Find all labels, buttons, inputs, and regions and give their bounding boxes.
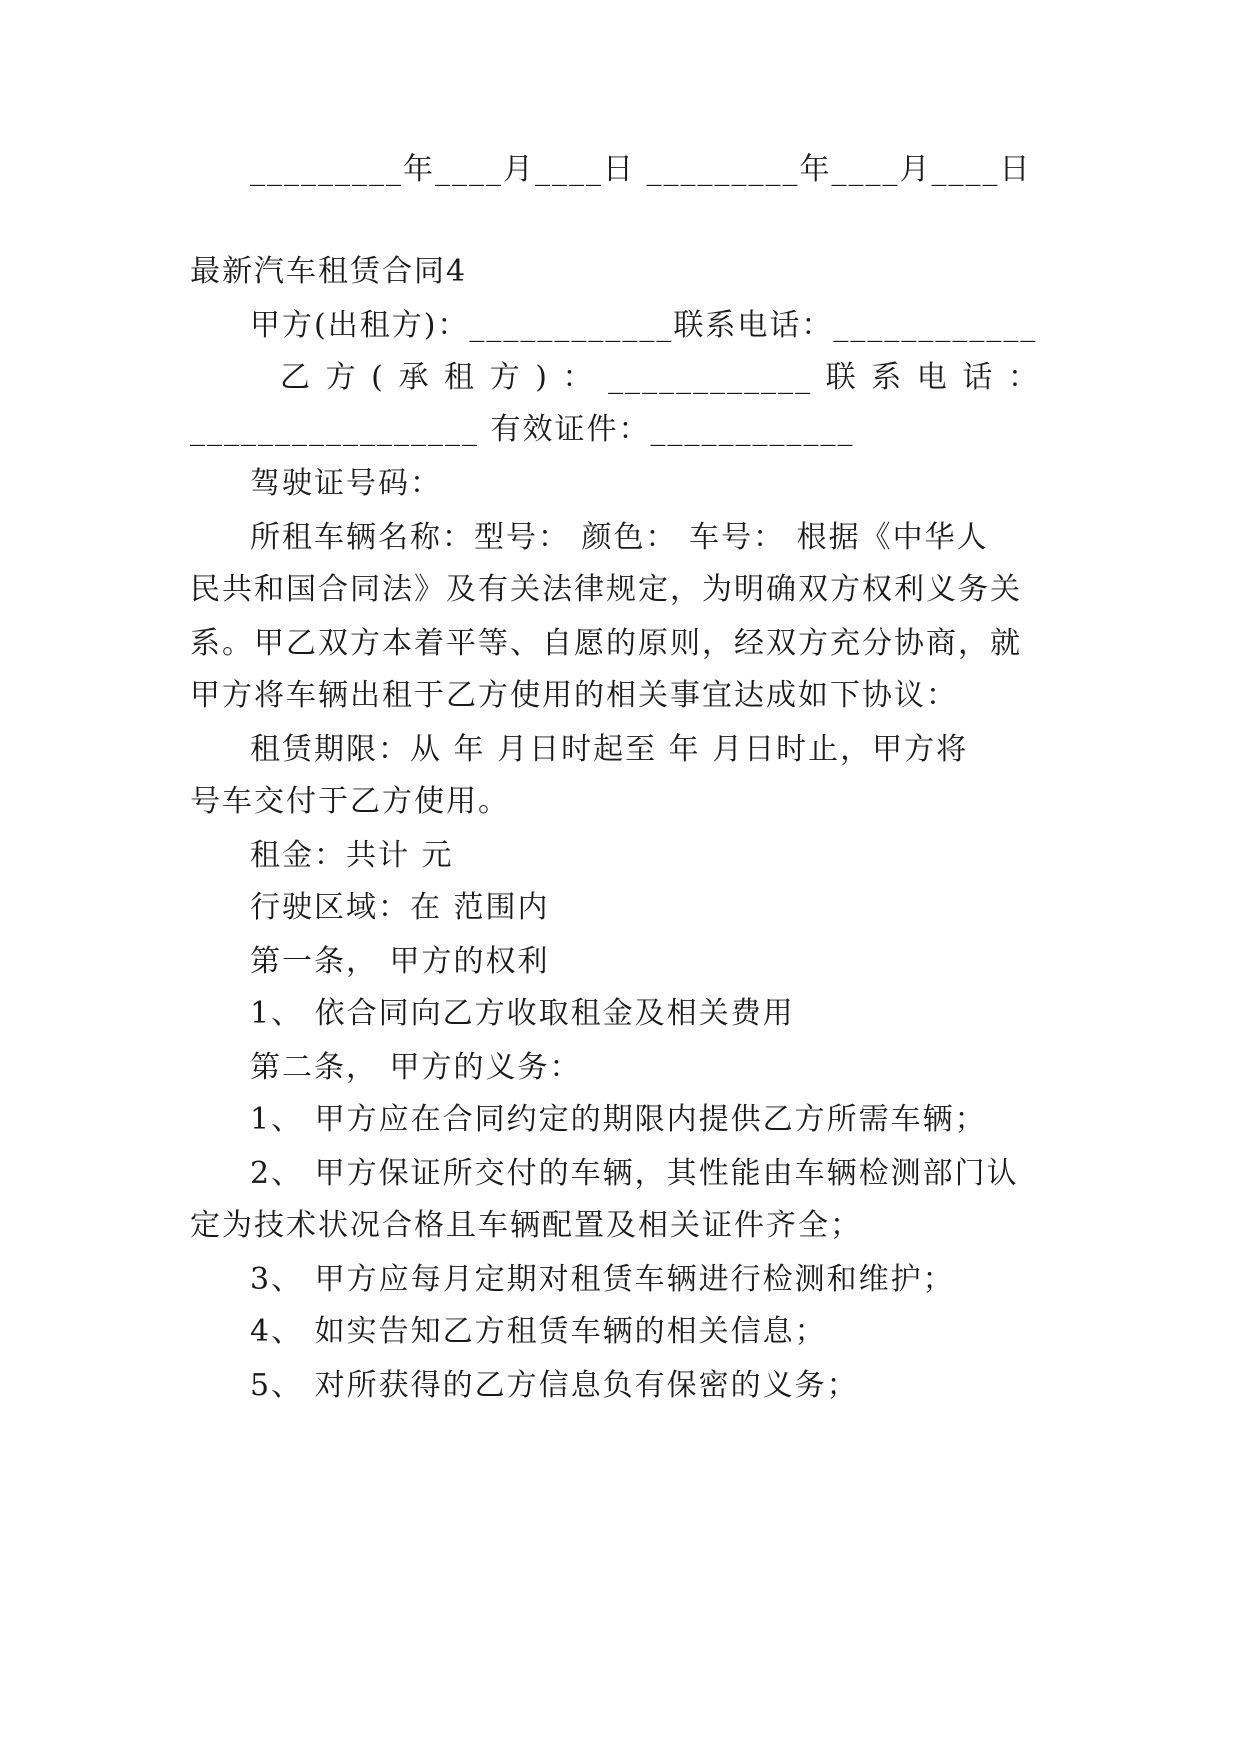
party-b-char: 租	[444, 360, 477, 395]
article-2-title: 第二条， 甲方的义务：	[250, 1050, 582, 1085]
party-b-char: ____________	[608, 360, 813, 395]
party-b-continued: _________________ 有效证件：____________	[190, 412, 855, 447]
party-b-char: 电	[916, 360, 949, 395]
intro-paragraph-line: 甲方将车辆出租于乙方使用的相关事宜达成如下协议：	[190, 678, 958, 713]
party-b-char: (	[371, 360, 385, 395]
party-b-char: 方	[325, 360, 358, 395]
party-b-char: ：	[1007, 360, 1040, 395]
party-b-char: 话	[962, 360, 995, 395]
term-line: 号车交付于乙方使用。	[190, 784, 510, 819]
party-b-char: 联	[825, 360, 858, 395]
intro-paragraph-line: 民共和国合同法》及有关法律规定，为明确双方权利义务关	[190, 572, 1022, 607]
article-2-item: 2、 甲方保证所交付的车辆，其性能由车辆检测部门认	[250, 1156, 1019, 1191]
party-b-char: 乙	[280, 360, 312, 395]
article-1-item: 1、 依合同向乙方收取租金及相关费用	[250, 996, 795, 1031]
article-2-item: 1、 甲方应在合同约定的期限内提供乙方所需车辆；	[250, 1102, 987, 1137]
article-2-item: 定为技术状况合格且车辆配置及相关证件齐全；	[190, 1208, 862, 1243]
party-a-line: 甲方(出租方)：____________联系电话：____________	[250, 308, 1038, 343]
party-b-char: 系	[871, 360, 904, 395]
party-b-line	[280, 358, 1040, 398]
date-line: _________年____月____日 _________年____月____日	[250, 152, 1032, 187]
intro-paragraph-line: 所租车辆名称：型号： 颜色： 车号： 根据《中华人	[250, 520, 989, 555]
article-1-title: 第一条， 甲方的权利	[250, 944, 550, 979]
term-line: 租赁期限：从 年 月日时起至 年 月日时止，甲方将	[250, 732, 969, 767]
party-b-char: ：	[562, 360, 595, 395]
rent-line: 租金：共计 元	[250, 838, 454, 873]
area-line: 行驶区域：在 范围内	[250, 890, 550, 925]
party-b-char: 承	[398, 360, 431, 395]
article-2-item: 3、 甲方应每月定期对租赁车辆进行检测和维护；	[250, 1262, 955, 1297]
intro-paragraph-line: 系。甲乙双方本着平等、自愿的原则，经双方充分协商，就	[190, 626, 1022, 661]
license-line: 驾驶证号码：	[250, 466, 442, 501]
party-b-char: )	[535, 360, 549, 395]
article-2-item: 4、 如实告知乙方租赁车辆的相关信息；	[250, 1314, 827, 1349]
article-2-item: 5、 对所获得的乙方信息负有保密的义务；	[250, 1368, 859, 1403]
document-title: 最新汽车租赁合同4	[190, 254, 468, 289]
party-b-char: 方	[489, 360, 522, 395]
